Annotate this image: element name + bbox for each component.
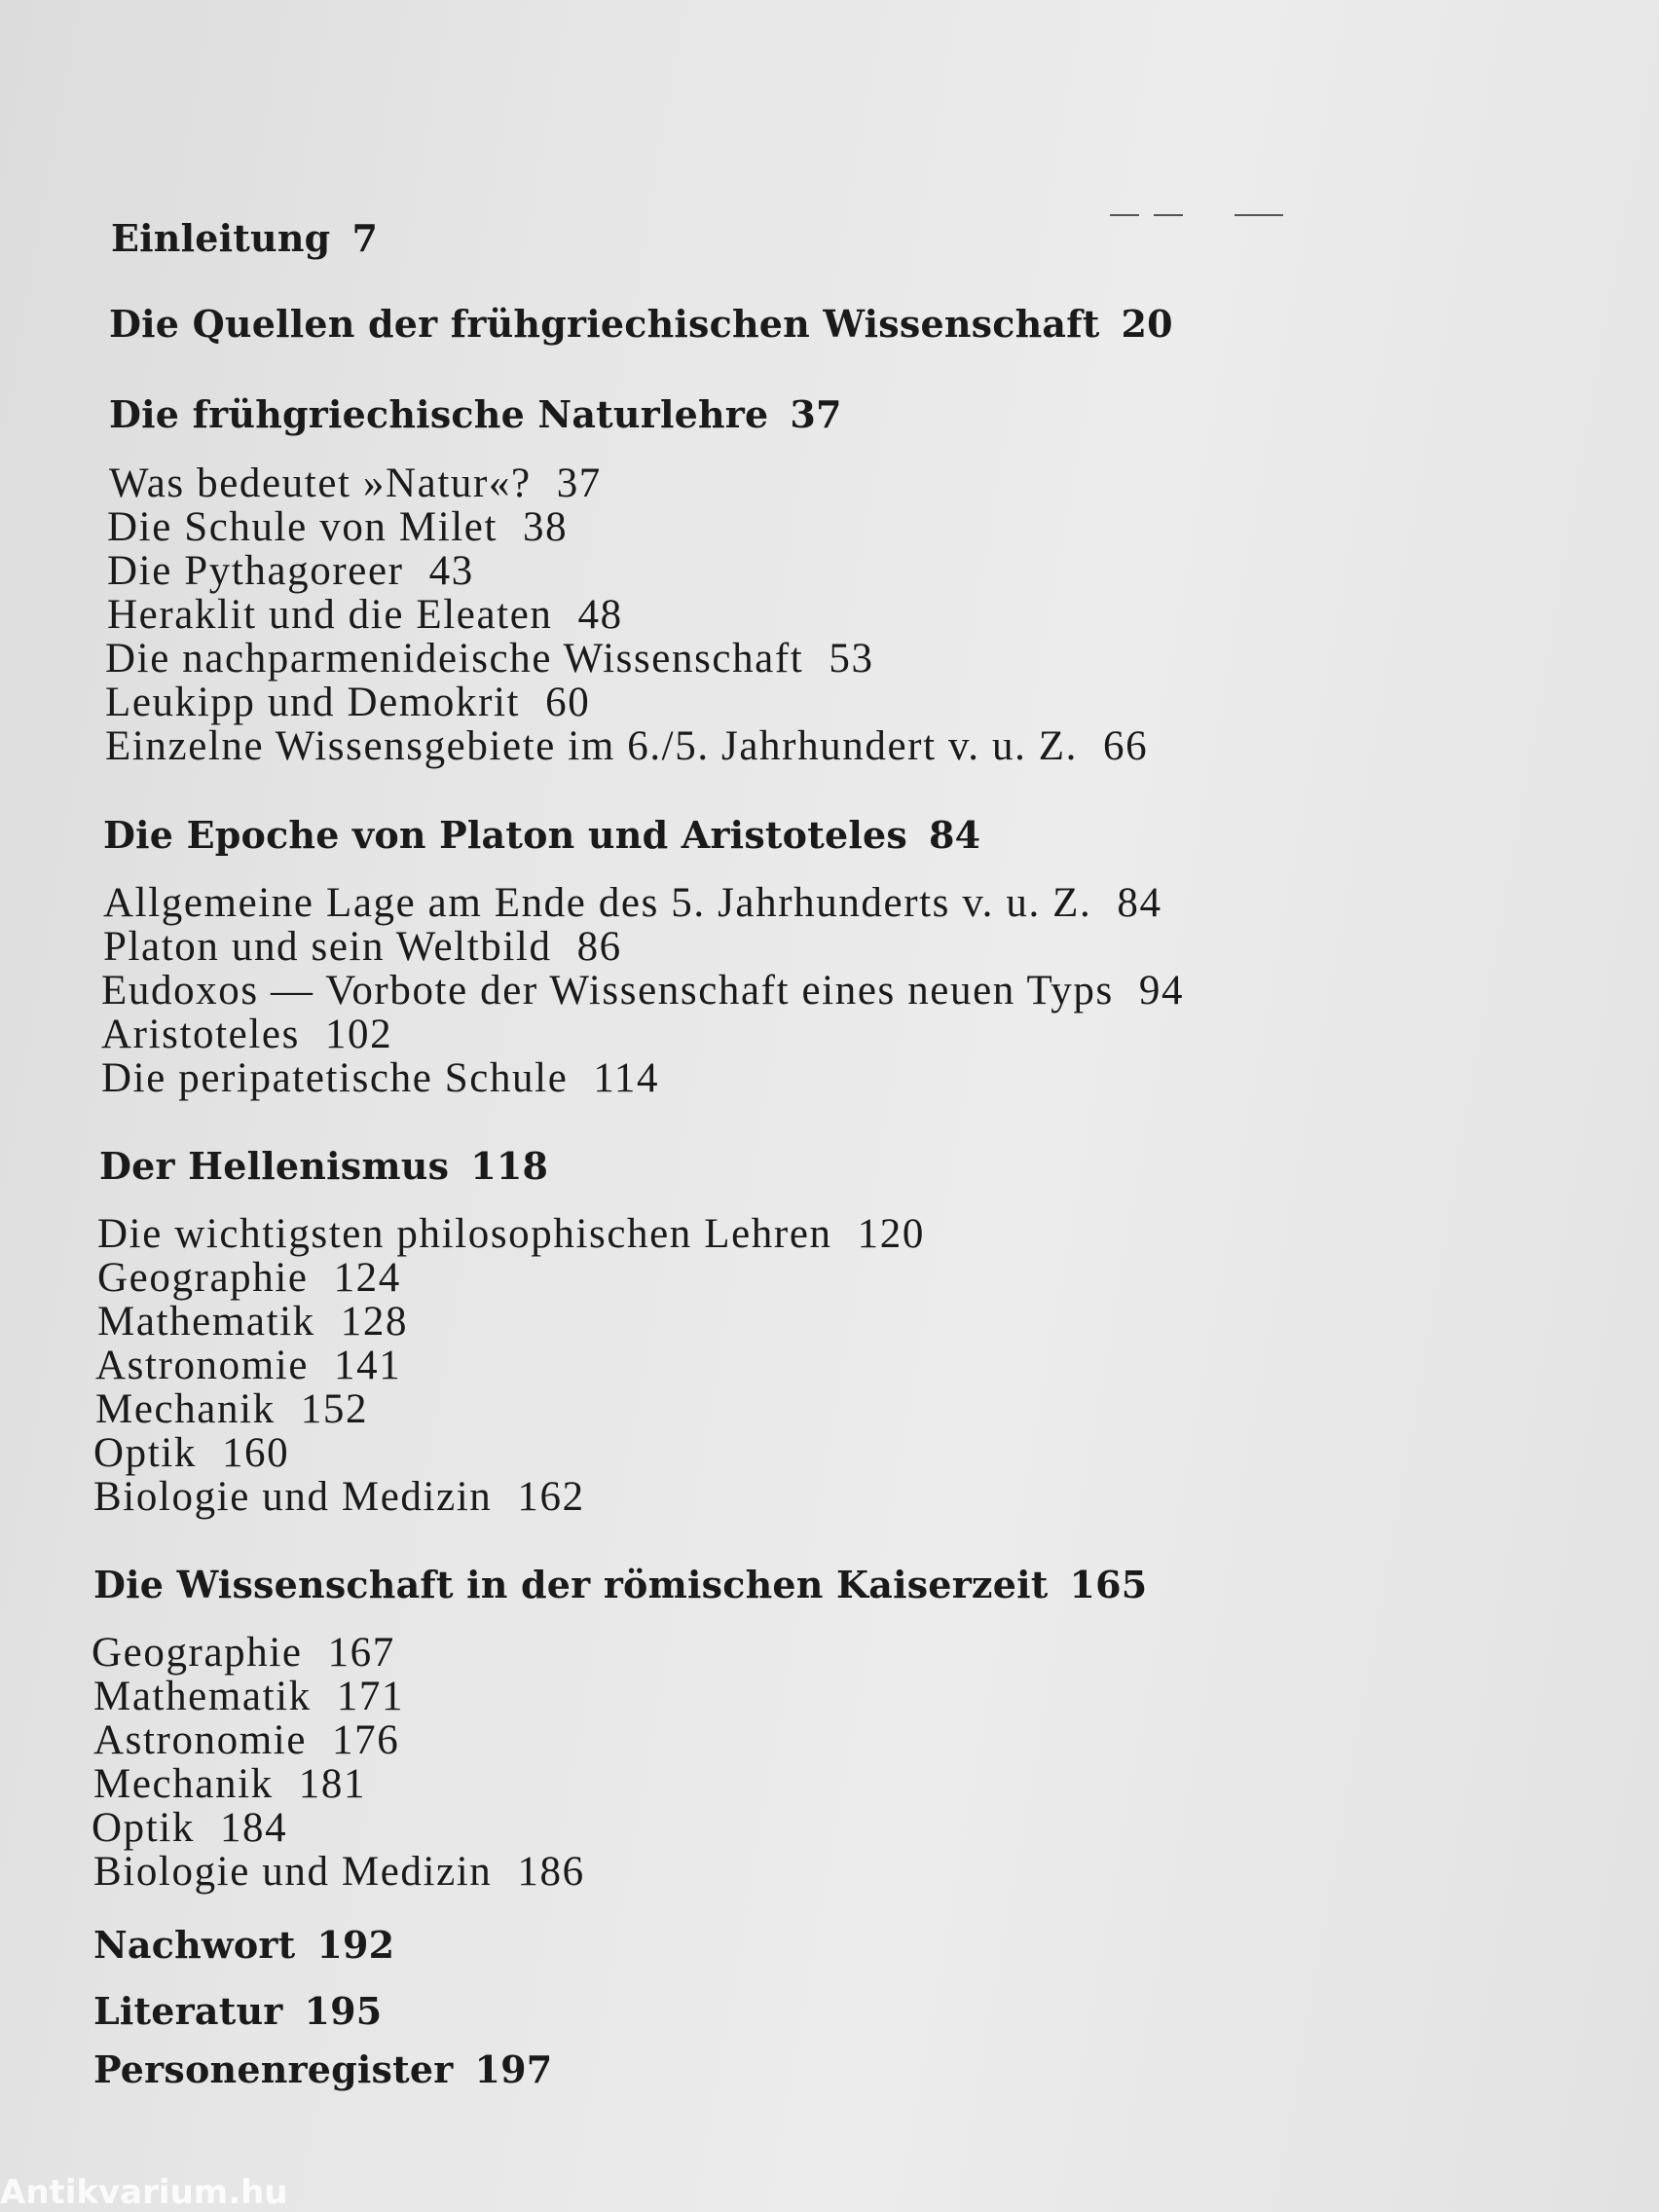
toc-section bbox=[92, 1629, 395, 1677]
section-title: Aristoteles bbox=[101, 1012, 300, 1057]
section-page: 171 bbox=[336, 1674, 405, 1719]
toc-chapter-register bbox=[93, 2047, 552, 2091]
section-page: 38 bbox=[523, 504, 569, 550]
section-page: 162 bbox=[517, 1474, 585, 1520]
toc-section bbox=[101, 967, 1184, 1014]
chapter-title: Einleitung bbox=[111, 216, 331, 260]
section-title: Biologie und Medizin bbox=[93, 1474, 493, 1520]
section-page: 128 bbox=[340, 1299, 409, 1345]
toc-section bbox=[103, 923, 622, 971]
toc-chapter-quellen bbox=[109, 302, 1173, 346]
print-mark bbox=[1235, 214, 1283, 216]
toc-section bbox=[97, 1210, 925, 1258]
chapter-page: 195 bbox=[304, 1989, 383, 2033]
chapter-page: 192 bbox=[316, 1923, 395, 1967]
chapter-page: 7 bbox=[351, 216, 379, 260]
section-page: 167 bbox=[327, 1630, 395, 1676]
section-title: Mathematik bbox=[93, 1674, 312, 1719]
section-page: 152 bbox=[300, 1386, 369, 1432]
section-page: 48 bbox=[577, 592, 623, 638]
toc-section bbox=[93, 1673, 404, 1720]
section-title: Platon und sein Weltbild bbox=[103, 924, 552, 970]
section-title: Mathematik bbox=[97, 1299, 315, 1345]
section-page: 102 bbox=[324, 1012, 393, 1057]
section-title: Die Pythagoreer bbox=[107, 548, 404, 594]
toc-chapter-einleitung bbox=[111, 216, 378, 260]
section-page: 160 bbox=[221, 1430, 290, 1476]
section-title: Optik bbox=[92, 1805, 195, 1851]
section-title: Die wichtigsten philosophischen Lehren bbox=[97, 1211, 832, 1257]
section-title: Was bedeutet »Natur«? bbox=[109, 461, 532, 506]
toc-section bbox=[93, 1473, 585, 1521]
toc-chapter-literatur bbox=[93, 1989, 382, 2033]
section-title: Die nachparmenideische Wissenschaft bbox=[105, 636, 804, 682]
toc-section bbox=[93, 1716, 399, 1764]
chapter-page: 84 bbox=[928, 813, 981, 857]
chapter-title: Der Hellenismus bbox=[99, 1144, 450, 1188]
toc-section bbox=[107, 503, 568, 551]
section-page: 184 bbox=[219, 1805, 288, 1851]
section-title: Einzelne Wissensgebiete im 6./5. Jahrhundert v. u. Z. bbox=[105, 723, 1078, 769]
chapter-title: Die frühgriechische Naturlehre bbox=[109, 392, 769, 436]
section-title: Leukipp und Demokrit bbox=[105, 680, 521, 725]
section-page: 66 bbox=[1103, 723, 1149, 769]
toc-section bbox=[107, 547, 474, 595]
section-title: Geographie bbox=[92, 1630, 303, 1676]
section-title: Die Schule von Milet bbox=[107, 504, 498, 550]
chapter-page: 37 bbox=[790, 392, 842, 436]
section-title: Allgemeine Lage am Ende des 5. Jahrhunderts v. u. Z. bbox=[103, 880, 1092, 926]
toc-section bbox=[93, 1848, 585, 1896]
toc-section bbox=[97, 1298, 408, 1346]
section-page: 114 bbox=[593, 1055, 660, 1101]
toc-section bbox=[93, 1429, 289, 1477]
chapter-page: 20 bbox=[1121, 302, 1173, 346]
toc-section bbox=[101, 1054, 659, 1102]
print-mark bbox=[1110, 214, 1139, 216]
toc-chapter-kaiserzeit bbox=[93, 1563, 1147, 1606]
toc-chapter-nachwort bbox=[93, 1923, 394, 1967]
section-page: 124 bbox=[333, 1255, 401, 1301]
section-title: Die peripatetische Schule bbox=[101, 1055, 569, 1101]
section-title: Eudoxos — Vorbote der Wissenschaft eines neuen Typs bbox=[101, 968, 1114, 1014]
chapter-page: 118 bbox=[470, 1144, 549, 1188]
section-page: 120 bbox=[857, 1211, 925, 1257]
chapter-page: 165 bbox=[1069, 1563, 1148, 1606]
section-page: 186 bbox=[517, 1849, 585, 1895]
toc-section bbox=[105, 635, 874, 682]
toc-section bbox=[105, 679, 590, 726]
toc-chapter-platon bbox=[103, 813, 980, 857]
section-title: Optik bbox=[93, 1430, 197, 1476]
section-title: Mechanik bbox=[93, 1761, 274, 1807]
section-page: 181 bbox=[298, 1761, 367, 1807]
section-title: Astronomie bbox=[95, 1343, 310, 1388]
section-title: Geographie bbox=[97, 1255, 309, 1301]
section-page: 86 bbox=[576, 924, 622, 970]
section-page: 141 bbox=[334, 1343, 402, 1388]
toc-section bbox=[97, 1254, 401, 1302]
section-title: Mechanik bbox=[95, 1386, 276, 1432]
toc-section bbox=[92, 1804, 287, 1852]
chapter-title: Literatur bbox=[93, 1989, 283, 2033]
toc-section bbox=[95, 1342, 401, 1389]
toc-section bbox=[101, 1011, 392, 1058]
toc-section bbox=[103, 879, 1162, 927]
toc-section bbox=[107, 591, 623, 639]
section-title: Heraklit und die Eleaten bbox=[107, 592, 553, 638]
section-page: 37 bbox=[556, 461, 602, 506]
toc-chapter-naturlehre bbox=[109, 392, 842, 436]
chapter-title: Die Wissenschaft in der römischen Kaiserzeit bbox=[93, 1563, 1049, 1606]
section-page: 43 bbox=[428, 548, 474, 594]
section-page: 84 bbox=[1117, 880, 1162, 926]
section-title: Astronomie bbox=[93, 1717, 308, 1763]
chapter-title: Personenregister bbox=[93, 2047, 454, 2091]
section-page: 60 bbox=[545, 680, 591, 725]
toc-section bbox=[93, 1760, 366, 1808]
section-page: 176 bbox=[332, 1717, 400, 1763]
watermark: Antikvarium.hu bbox=[0, 2173, 288, 2212]
section-page: 94 bbox=[1138, 968, 1185, 1014]
chapter-title: Die Epoche von Platon und Aristoteles bbox=[103, 813, 907, 857]
chapter-title: Die Quellen der frühgriechischen Wissenschaft bbox=[109, 302, 1100, 346]
print-mark bbox=[1154, 214, 1183, 216]
chapter-page: 197 bbox=[474, 2047, 553, 2091]
toc-section bbox=[105, 722, 1148, 770]
toc-section bbox=[109, 460, 602, 507]
section-title: Biologie und Medizin bbox=[93, 1849, 493, 1895]
toc-chapter-hellenismus bbox=[99, 1144, 548, 1188]
toc-section bbox=[95, 1385, 368, 1433]
section-page: 53 bbox=[829, 636, 874, 682]
chapter-title: Nachwort bbox=[93, 1923, 296, 1967]
